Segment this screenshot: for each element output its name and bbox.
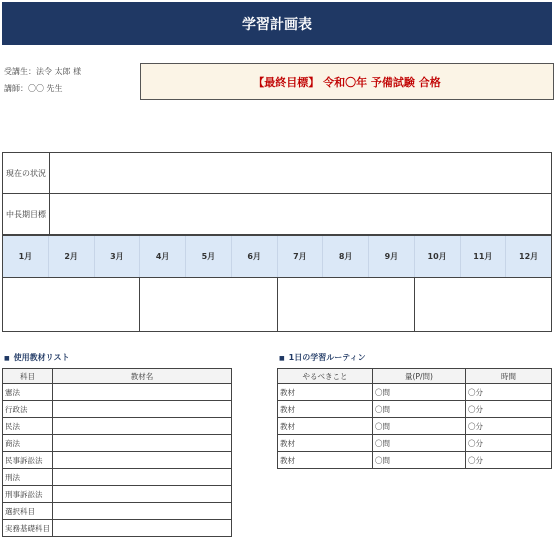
time-cell[interactable]: 〇分 [466,452,552,469]
table-row [3,384,232,401]
table-row [278,384,552,401]
column-header: やるべきこと [278,369,373,384]
month-cell: 11月 [461,236,507,277]
final-goal: 【最終目標】 令和〇年 予備試験 合格 [140,63,554,100]
month-cell: 10月 [415,236,461,277]
material-cell[interactable] [53,486,232,503]
time-cell[interactable]: 〇分 [466,418,552,435]
amount-cell[interactable]: 〇問 [373,384,466,401]
student-name: 受講生：法令 太郎 様 [4,67,82,76]
subject-cell: 民法 [3,418,53,435]
midterm-goal-label: 中長期目標 [3,194,50,235]
table-row [3,401,232,418]
subject-cell: 選択科目 [3,503,53,520]
month-cell: 5月 [186,236,232,277]
table-row [278,418,552,435]
quarter-cell[interactable] [3,278,140,331]
task-cell[interactable]: 教材 [278,435,373,452]
current-status-cell[interactable] [50,153,552,194]
time-cell[interactable]: 〇分 [466,401,552,418]
amount-cell[interactable]: 〇問 [373,435,466,452]
status-table [2,152,552,235]
column-header: 量(P/問) [373,369,466,384]
square-bullet-icon: ■ [4,355,10,362]
quarter-cell[interactable] [140,278,277,331]
subject-cell: 実務基礎科目 [3,520,53,537]
table-row [278,452,552,469]
subject-cell: 刑事訴訟法 [3,486,53,503]
material-cell[interactable] [53,520,232,537]
material-cell[interactable] [53,503,232,520]
table-row [278,435,552,452]
task-cell[interactable]: 教材 [278,384,373,401]
month-cell: 9月 [369,236,415,277]
month-cell: 12月 [519,252,539,261]
table-row [3,486,232,503]
table-row [3,435,232,452]
routine-section-title: ■ 1日の学習ルーティン [279,353,366,362]
quarter-cell[interactable] [278,278,415,331]
table-row [278,401,552,418]
material-cell[interactable] [53,418,232,435]
subject-cell: 憲法 [3,384,53,401]
material-cell[interactable] [53,435,232,452]
amount-cell[interactable]: 〇問 [373,401,466,418]
routine-table [277,368,552,469]
column-header: 科目 [3,369,53,384]
month-header [2,235,552,278]
material-cell[interactable] [53,469,232,486]
month-cell: 3月 [95,236,141,277]
page-title: 学習計画表 [2,2,552,45]
task-cell[interactable]: 教材 [278,401,373,418]
task-cell[interactable]: 教材 [278,418,373,435]
table-row [3,520,232,537]
month-cell: 4月 [140,236,186,277]
subject-cell: 行政法 [3,401,53,418]
table-row [3,452,232,469]
quarter-cell[interactable] [415,278,551,331]
month-cell: 8月 [323,236,369,277]
month-cell: 7月 [278,236,324,277]
month-cell: 2月 [49,236,95,277]
materials-section-title: ■ 使用教材リスト [4,353,70,362]
material-cell[interactable] [53,384,232,401]
table-row [3,469,232,486]
material-cell[interactable] [53,452,232,469]
material-cell[interactable] [53,401,232,418]
teacher-name: 講師：〇〇 先生 [4,84,63,93]
subject-cell: 民事訴訟法 [3,452,53,469]
amount-cell[interactable]: 〇問 [373,452,466,469]
materials-table [2,368,232,537]
task-cell[interactable]: 教材 [278,452,373,469]
amount-cell[interactable]: 〇問 [373,418,466,435]
time-cell[interactable]: 〇分 [466,384,552,401]
subject-cell: 商法 [3,435,53,452]
midterm-goal-cell[interactable] [50,194,552,235]
month-cell: 6月 [232,236,278,277]
table-row [3,418,232,435]
time-cell[interactable]: 〇分 [466,435,552,452]
square-bullet-icon: ■ [279,355,285,362]
month-cell: 1月 [3,236,49,277]
current-status-label: 現在の状況 [3,153,50,194]
quarter-plan [2,278,552,332]
subject-cell: 刑法 [3,469,53,486]
column-header: 時間 [466,369,552,384]
table-row [3,503,232,520]
column-header: 教材名 [53,369,232,384]
